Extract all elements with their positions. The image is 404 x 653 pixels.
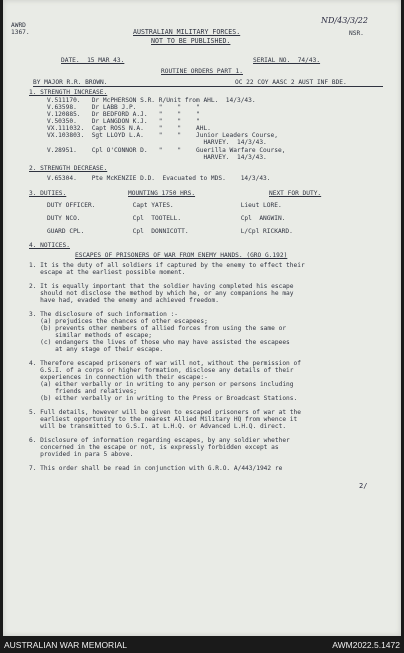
section-1-row: V.511170. Dr McPHERSON S.R. R/Unit from AHL. 14/3/43. bbox=[47, 97, 256, 104]
notice-heading: ESCAPES OF PRISONERS OF WAR FROM ENEMY HANDS. (GRO G.192) bbox=[75, 252, 288, 259]
order-date: DATE. 15 MAR 43. bbox=[61, 57, 125, 64]
not-published-notice: NOT TO BE PUBLISHED. bbox=[151, 37, 231, 45]
notice-line: escape at the earliest possible moment. bbox=[29, 269, 186, 276]
notice-line: G.S.I. of a corps or higher formation, disclose any details of their bbox=[29, 367, 294, 374]
notice-line: will be transmitted to G.S.I. at L.H.Q. or Advanced L.H.Q. direct. bbox=[29, 423, 287, 430]
notice-line: (b) prevents other members of allied forces from using the same or bbox=[29, 325, 287, 332]
notice-line: 5. Full details, however will be given to escaped prisoners of war at the bbox=[29, 409, 301, 416]
issued-by: BY MAJOR R.R. BROWN. bbox=[33, 79, 108, 86]
notice-line: (a) either verbally or in writing to any person or persons including bbox=[29, 381, 294, 388]
notice-line: (a) prejudices the chances of other escapees; bbox=[29, 318, 208, 325]
section-2-row: V.65304. Pte McKENZIE D.D. Evacuated to MDS. 14/3/43. bbox=[47, 175, 271, 182]
notice-line: (b) either verbally or in writing to the Press or Broadcast Stations. bbox=[29, 395, 298, 402]
section-1-title: 1. STRENGTH INCREASE. bbox=[29, 89, 108, 96]
notice-line: 1. It is the duty of all soldiers if captured by the enemy to effect their bbox=[29, 262, 305, 269]
section-1-row: HARVEY. 14/3/43. bbox=[47, 154, 267, 161]
archive-footer bbox=[0, 636, 404, 653]
section-1-row: V.28951. Cpl O'CONNOR D. " " Guerilla Warfare Course, bbox=[47, 147, 286, 154]
footer-accession: AWM2022.5.1472 bbox=[332, 640, 400, 650]
notice-line: concerned in the escape or not, is expressly forbidden except as bbox=[29, 444, 279, 451]
notice-line: should not disclose the method by which he, or any companions he may bbox=[29, 290, 294, 297]
duties-column-next: NEXT FOR DUTY. bbox=[269, 190, 322, 197]
notice-line: friends and relatives; bbox=[29, 388, 138, 395]
notice-line: 3. The disclosure of such information :- bbox=[29, 311, 179, 318]
section-1-row: VX.103803. Sgt LLOYD L.A. " " Junior Leaders Course, bbox=[47, 132, 278, 139]
serial-number: SERIAL NO. 74/43. bbox=[253, 57, 321, 64]
duties-column-mounting: MOUNTING 1750 HRS. bbox=[128, 190, 196, 197]
ref-right: NSR. bbox=[349, 30, 364, 37]
handwritten-reference: ND/43/3/22 bbox=[321, 16, 368, 25]
notice-line: have had, evaded the enemy and achieved freedom. bbox=[29, 297, 219, 304]
notice-line: earliest opportunity to the nearest Allied Military HQ from whence it bbox=[29, 416, 298, 423]
unit-designation: OC 22 COY AASC 2 AUST INF BDE. bbox=[235, 79, 347, 86]
notice-line: (c) endangers the lives of those who may have assisted the escapees bbox=[29, 339, 290, 346]
section-3-title: 3. DUTIES. bbox=[29, 190, 67, 197]
section-4-title: 4. NOTICES. bbox=[29, 242, 70, 249]
ref-left-1: AWRD bbox=[11, 22, 26, 29]
notice-line: experiences in connection with their escape:- bbox=[29, 374, 208, 381]
notice-line: 2. It is equally important that the soldier having completed his escape bbox=[29, 283, 294, 290]
notice-line: 7. This order shall be read in conjunction with G.R.O. A/443/1942 re bbox=[29, 465, 283, 472]
ref-left-2: 1367. bbox=[11, 29, 30, 36]
notice-line: similar methods of escape; bbox=[29, 332, 152, 339]
section-1-row: VX.111032. Capt ROSS N.A. " " AHL. bbox=[47, 125, 211, 132]
divider bbox=[33, 86, 383, 87]
section-1-row: V.120885. Dr BEDFORD A.J. " " " bbox=[47, 111, 200, 118]
routine-orders-title: ROUTINE ORDERS PART 1. bbox=[161, 68, 243, 75]
section-2-title: 2. STRENGTH DECREASE. bbox=[29, 165, 108, 172]
notice-line: at any stage of their escape. bbox=[29, 346, 164, 353]
duties-row: DUTY OFFICER. Capt YATES. Lieut LORE. bbox=[47, 202, 282, 209]
footer-credit: AUSTRALIAN WAR MEMORIAL bbox=[4, 640, 127, 650]
section-1-row: HARVEY. 14/3/43. bbox=[47, 139, 267, 146]
document-page bbox=[3, 0, 401, 636]
document-title: AUSTRALIAN MILITARY FORCES. bbox=[133, 28, 241, 36]
notice-line: 6. Disclosure of information regarding escapes, by any soldier whether bbox=[29, 437, 290, 444]
duties-row: GUARD CPL. Cpl DONNICOTT. L/Cpl RICKARD. bbox=[47, 228, 293, 235]
duties-row: DUTY NCO. Cpl TOOTELL. Cpl ANGWIN. bbox=[47, 215, 286, 222]
section-1-row: V.63598. Dr LABB J.P. " " " bbox=[47, 104, 200, 111]
notice-line: provided in para 5 above. bbox=[29, 451, 134, 458]
page-continuation: 2/ bbox=[359, 482, 368, 490]
section-1-row: V.50350. Dr LANGDON K.J. " " " bbox=[47, 118, 200, 125]
notice-line: 4. Therefore escaped prisoners of war will not, without the permission of bbox=[29, 360, 301, 367]
